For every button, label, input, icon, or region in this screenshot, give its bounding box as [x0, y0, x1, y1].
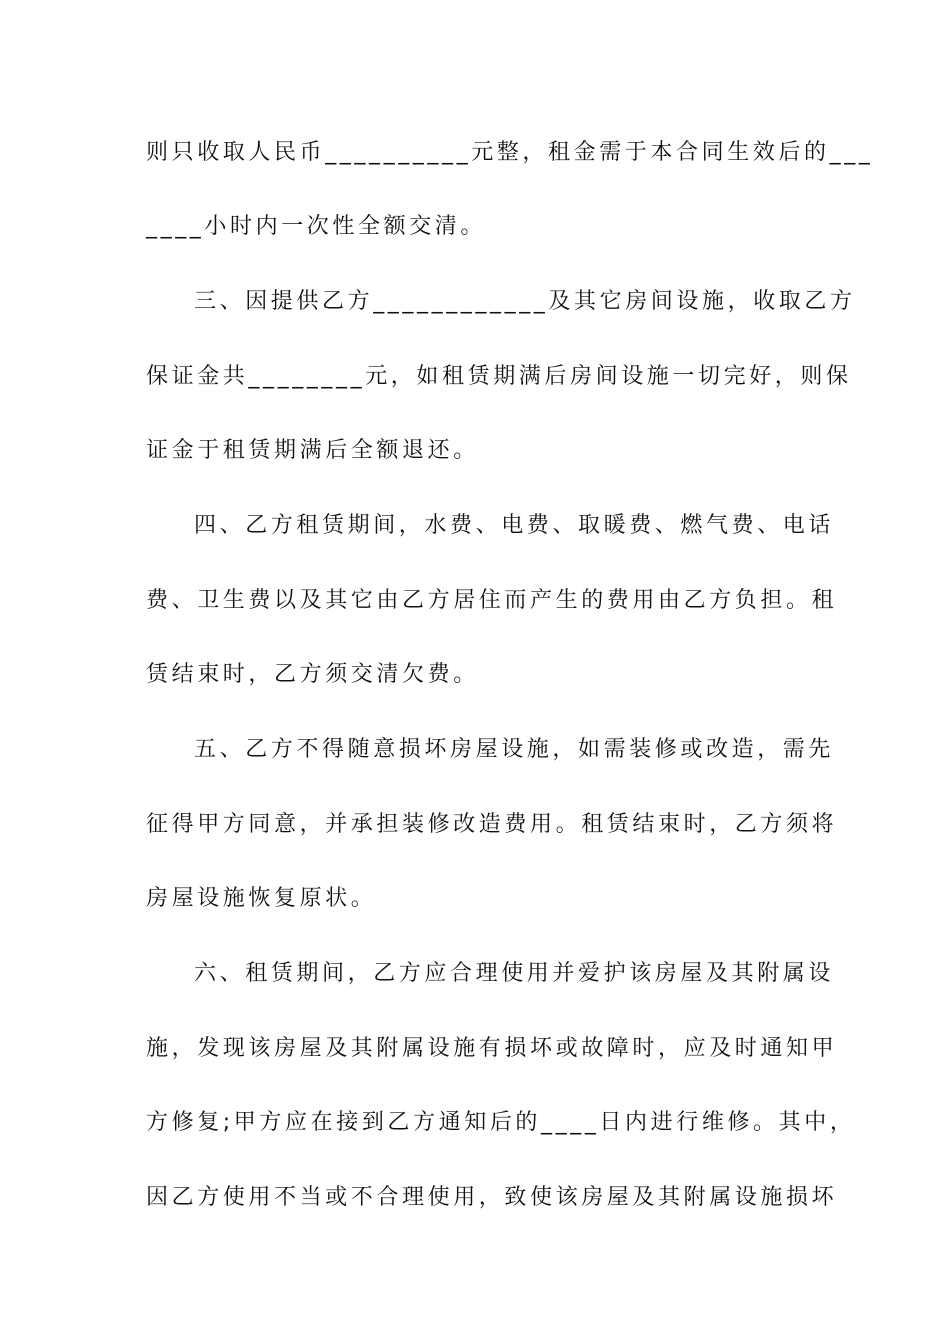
text-line: 则只收取人民币__________元整，租金需于本合同生效后的___ — [146, 140, 874, 165]
text-line: 证金于租赁期满后全额退还。 — [146, 438, 479, 463]
text-line: ____小时内一次性全额交清。 — [146, 214, 487, 239]
paragraph-start-line: 五、乙方不得随意损坏房屋设施，如需装修或改造，需先 — [194, 737, 835, 762]
paragraph-start-line: 四、乙方租赁期间，水费、电费、取暖费、燃气费、电话 — [194, 513, 835, 538]
paragraph-start-line: 六、租赁期间，乙方应合理使用并爱护该房屋及其附属设 — [194, 961, 835, 986]
text-line: 因乙方使用不当或不合理使用，致使该房屋及其附属设施损坏 — [146, 1185, 838, 1210]
text-line: 征得甲方同意，并承担装修改造费用。租赁结束时，乙方须将 — [146, 812, 838, 837]
text-line: 施，发现该房屋及其附属设施有损坏或故障时，应及时通知甲 — [146, 1036, 838, 1061]
text-line: 保证金共________元，如租赁期满后房间设施一切完好，则保 — [146, 364, 852, 389]
text-line: 方修复;甲方应在接到乙方通知后的____日内进行维修。其中， — [146, 1110, 856, 1135]
text-line: 费、卫生费以及其它由乙方居住而产生的费用由乙方负担。租 — [146, 588, 838, 613]
text-line: 房屋设施恢复原状。 — [146, 886, 377, 911]
text-line: 赁结束时，乙方须交清欠费。 — [146, 662, 479, 687]
paragraph-start-line: 三、因提供乙方____________及其它房间设施，收取乙方 — [194, 289, 856, 314]
